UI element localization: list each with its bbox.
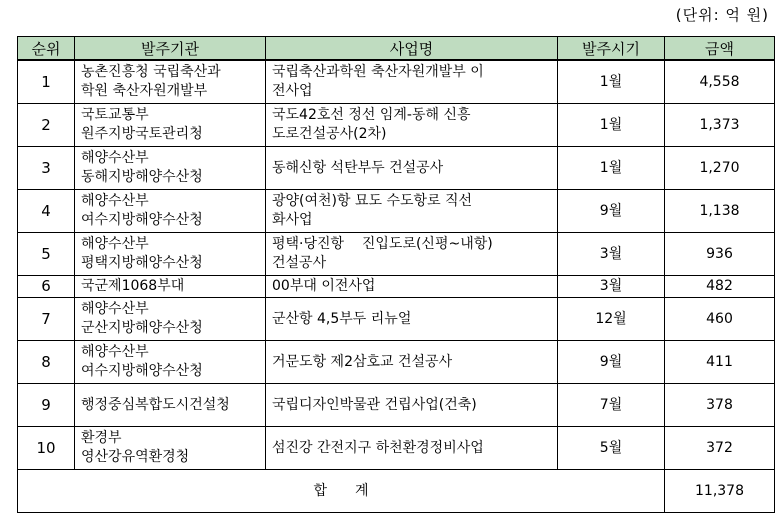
project-line: 도로건설공사(2차) bbox=[272, 126, 387, 142]
agency-line: 해양수산부 bbox=[81, 193, 149, 209]
table-row bbox=[18, 190, 775, 233]
header-amount: 금액 bbox=[665, 37, 775, 61]
project-line: 00부대 이전사업 bbox=[272, 278, 376, 294]
rank-cell: 8 bbox=[18, 341, 75, 384]
project-line: 동해신항 석탄부두 건설공사 bbox=[272, 159, 444, 176]
header-rank: 순위 bbox=[18, 37, 75, 61]
agency-line: 국군제1068부대 bbox=[81, 278, 185, 294]
table-row bbox=[18, 147, 775, 190]
project-cell bbox=[266, 341, 558, 384]
amount-cell: 1,270 bbox=[665, 147, 775, 190]
agency-cell bbox=[75, 60, 266, 104]
project-cell bbox=[266, 60, 558, 104]
project-line: 군산항 4,5부두 리뉴얼 bbox=[272, 310, 412, 327]
agency-line: 해양수산부 bbox=[81, 344, 149, 360]
project-cell bbox=[266, 104, 558, 147]
project-cell bbox=[266, 233, 558, 276]
rank-cell: 3 bbox=[18, 147, 75, 190]
rank-cell: 4 bbox=[18, 190, 75, 233]
agency-line: 행정중심복합도시건설청 bbox=[81, 396, 230, 413]
amount-cell: 411 bbox=[665, 341, 775, 384]
amount-cell: 482 bbox=[665, 276, 775, 298]
project-line: 화사업 bbox=[272, 212, 313, 228]
timing-cell: 3월 bbox=[558, 276, 665, 298]
rank-cell: 5 bbox=[18, 233, 75, 276]
project-line: 광양(여천)항 묘도 수도항로 직선 bbox=[272, 193, 473, 209]
project-cell bbox=[266, 384, 558, 427]
table-row bbox=[18, 384, 775, 427]
agency-cell bbox=[75, 147, 266, 190]
header-timing: 발주시기 bbox=[558, 37, 665, 61]
amount-cell: 936 bbox=[665, 233, 775, 276]
table-header-row bbox=[18, 37, 775, 61]
projects-table bbox=[17, 36, 775, 513]
agency-line: 학원 축산자원개발부 bbox=[81, 83, 208, 99]
agency-cell bbox=[75, 233, 266, 276]
table-row bbox=[18, 427, 775, 470]
total-row bbox=[18, 470, 775, 513]
agency-cell bbox=[75, 341, 266, 384]
agency-cell bbox=[75, 104, 266, 147]
rank-cell: 6 bbox=[18, 276, 75, 298]
project-cell bbox=[266, 147, 558, 190]
timing-cell: 9월 bbox=[558, 341, 665, 384]
table-row bbox=[18, 233, 775, 276]
project-line: 섬진강 간전지구 하천환경정비사업 bbox=[272, 439, 484, 456]
timing-cell: 3월 bbox=[558, 233, 665, 276]
table-row bbox=[18, 60, 775, 104]
project-line: 전사업 bbox=[272, 83, 313, 99]
project-cell bbox=[266, 427, 558, 470]
agency-cell bbox=[75, 298, 266, 341]
project-cell bbox=[266, 298, 558, 341]
timing-cell: 7월 bbox=[558, 384, 665, 427]
timing-cell: 5월 bbox=[558, 427, 665, 470]
rank-cell: 10 bbox=[18, 427, 75, 470]
amount-cell: 4,558 bbox=[665, 60, 775, 104]
project-line: 건설공사 bbox=[272, 255, 327, 271]
agency-line: 해양수산부 bbox=[81, 150, 149, 166]
unit-note: (단위: 억 원) bbox=[675, 6, 769, 24]
agency-cell bbox=[75, 427, 266, 470]
table-row bbox=[18, 276, 775, 298]
rank-cell: 7 bbox=[18, 298, 75, 341]
total-label-cell bbox=[18, 470, 665, 513]
agency-line: 원주지방국토관리청 bbox=[81, 126, 203, 142]
table-row bbox=[18, 298, 775, 341]
amount-cell: 372 bbox=[665, 427, 775, 470]
amount-cell: 460 bbox=[665, 298, 775, 341]
timing-cell: 12월 bbox=[558, 298, 665, 341]
header-project: 사업명 bbox=[266, 37, 558, 61]
project-cell bbox=[266, 190, 558, 233]
timing-cell: 1월 bbox=[558, 147, 665, 190]
agency-cell bbox=[75, 384, 266, 427]
agency-line: 농촌진흥청 국립축산과 bbox=[81, 64, 221, 80]
total-amount: 11,378 bbox=[665, 470, 775, 513]
agency-line: 동해지방해양수산청 bbox=[81, 169, 203, 185]
agency-line: 여수지방해양수산청 bbox=[81, 212, 203, 228]
rank-cell: 1 bbox=[18, 60, 75, 104]
agency-line: 평택지방해양수산청 bbox=[81, 255, 203, 271]
agency-line: 국토교통부 bbox=[81, 107, 149, 123]
total-label: 합계 bbox=[313, 482, 397, 499]
header-agency: 발주기관 bbox=[75, 37, 266, 61]
project-line: 평택·당진항 진입도로(신평~내항) bbox=[272, 236, 493, 252]
amount-cell: 1,138 bbox=[665, 190, 775, 233]
agency-cell bbox=[75, 276, 266, 298]
project-line: 국립축산과학원 축산자원개발부 이 bbox=[272, 64, 484, 80]
table-row bbox=[18, 104, 775, 147]
project-line: 국립디자인박물관 건립사업(건축) bbox=[272, 396, 477, 413]
agency-line: 여수지방해양수산청 bbox=[81, 363, 203, 379]
timing-cell: 9월 bbox=[558, 190, 665, 233]
agency-line: 해양수산부 bbox=[81, 301, 149, 317]
agency-line: 군산지방해양수산청 bbox=[81, 320, 203, 336]
project-cell bbox=[266, 276, 558, 298]
agency-cell bbox=[75, 190, 266, 233]
amount-cell: 1,373 bbox=[665, 104, 775, 147]
table-row bbox=[18, 341, 775, 384]
agency-line: 해양수산부 bbox=[81, 236, 149, 252]
rank-cell: 2 bbox=[18, 104, 75, 147]
amount-cell: 378 bbox=[665, 384, 775, 427]
project-line: 거문도항 제2삼호교 건설공사 bbox=[272, 353, 453, 370]
project-line: 국도42호선 정선 임계-동해 신흥 bbox=[272, 107, 471, 123]
agency-line: 환경부 bbox=[81, 430, 122, 446]
timing-cell: 1월 bbox=[558, 60, 665, 104]
agency-line: 영산강유역환경청 bbox=[81, 449, 190, 465]
rank-cell: 9 bbox=[18, 384, 75, 427]
timing-cell: 1월 bbox=[558, 104, 665, 147]
